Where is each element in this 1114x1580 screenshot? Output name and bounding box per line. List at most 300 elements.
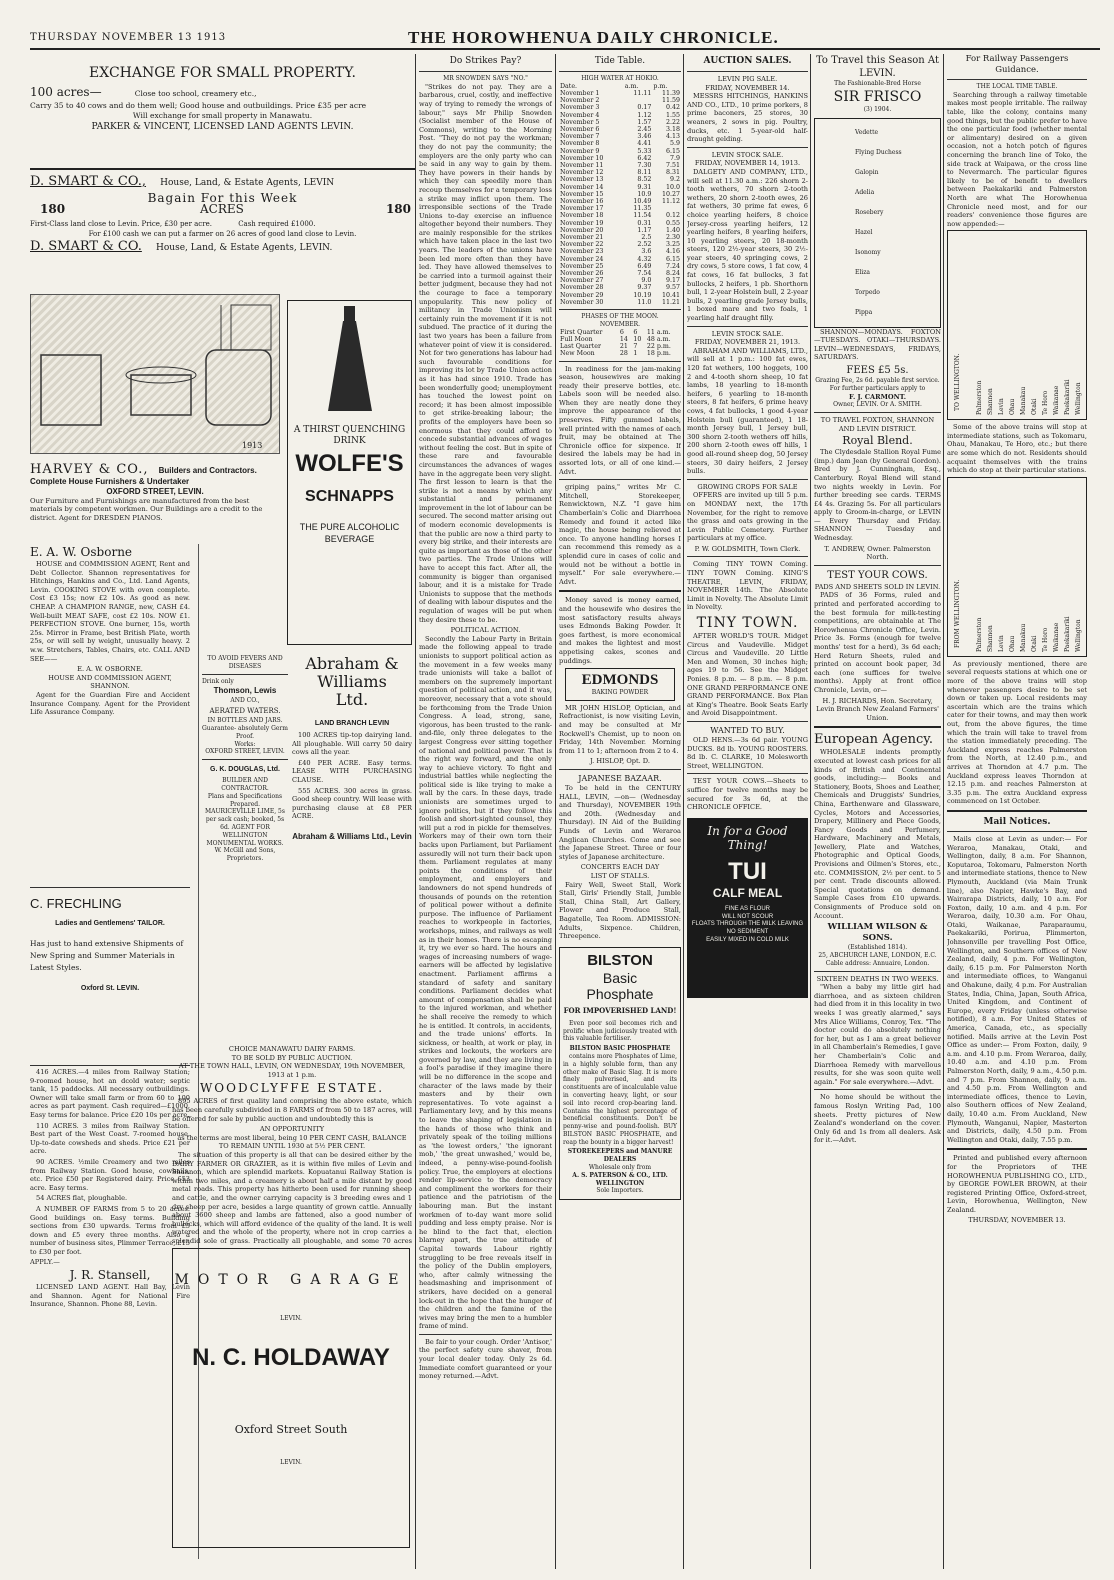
station-name: Te Horo — [1042, 627, 1049, 652]
pedigree-name: Flying Duchess — [855, 148, 902, 156]
bilston-ad — [559, 947, 681, 1201]
moon-cell: New Moon — [560, 350, 595, 358]
tide-cell: 7.9 — [669, 154, 680, 162]
crops-text: OFFERS are invited up till 5 p.m. on MONDAY next, the 17th November, for the right to remove the grass and oats growing in the Levin Public Cemetery. Further particulars at my office. — [687, 491, 808, 543]
imprint-date: THURSDAY, NOVEMBER 13. — [968, 1216, 1066, 1225]
pedigree-table — [814, 118, 941, 328]
station-name: Levin — [998, 635, 1005, 652]
tide-cell: 0.17 — [637, 104, 652, 112]
tide-cell: November 29 — [560, 291, 604, 299]
tui-headline: In for a Good Thing! — [707, 823, 788, 852]
choice-sub: TO BE SOLD BY PUBLIC AUCTION. — [231, 1053, 353, 1062]
tui-floats: FLOATS THROUGH THE MILK LEAVING NO SEDIMENT — [691, 921, 804, 936]
tide-cell: November 8 — [560, 140, 600, 148]
thomson-ad — [202, 655, 288, 1040]
strikes-footer: Be fair to your cough. Order 'Antisor,' the perfect safety cure shaver, from your local dealer today. Only 2s 6d. Immediate comfort guaranteed or your money returned.—Advt. — [419, 1337, 552, 1381]
tui-product: CALF MEAL — [712, 885, 783, 900]
tide-table — [559, 83, 681, 306]
tide-row — [559, 90, 681, 97]
tide-cell: November 12 — [560, 169, 604, 177]
moon-cell: 10 — [633, 335, 642, 343]
tide-cell: 3.18 — [665, 126, 680, 134]
schnapps-word: SCHNAPPS — [305, 488, 394, 505]
tide-cell: November 19 — [560, 219, 604, 227]
smart-bargain: Bagain For this Week — [147, 191, 298, 205]
tinytown-text: AFTER WORLD'S TOUR. Midget Circus and Vaudeville. Midget Circus and Vaudeville. 20 Little Men and Women, 30 inches high; ages 19 to 56. See the Midget Ponies. 8 p.m. — 8 p.m. — 8 p.m. ONE GRAND PERFORMANCE ONE GRAND PERFORMANCE. Box Plan at King's Theatre. Book Seats Early and Avoid Disappointment. — [687, 632, 808, 718]
bazaar-concerts: CONCERTS EACH DAY — [580, 863, 660, 872]
tide-cell: 1.17 — [637, 226, 652, 234]
pedigree-name: Galopin — [855, 168, 879, 176]
harvey-tag: Builders and Contractors. — [158, 466, 257, 475]
harvey-line3: Our Furniture and Furnishings are manufactured from the best materials by competent workmen. Our Buildings are a credit to the district. Agent for DRESDEN PIANOS. — [30, 496, 263, 522]
tide-header-pm: p.m. — [653, 82, 668, 90]
moon-row — [559, 329, 681, 336]
tide-cell — [652, 205, 681, 212]
test-title: TEST YOUR COWS. — [827, 569, 928, 581]
strikes-sub: MR SNOWDEN SAYS "NO." — [443, 75, 528, 82]
osborne-sig: E. A. W. OSBORNE. — [77, 665, 143, 674]
thomson-drink: Drink only — [202, 677, 234, 685]
tide-sub: HIGH WATER AT HOKIO. — [581, 75, 659, 82]
sixteen-title: SIXTEEN DEATHS IN TWO WEEKS. — [816, 974, 939, 983]
tide-cell: 9.17 — [665, 277, 680, 285]
chamberlain-text: griping pains," writes Mr C. Mitchell, Storekeeper, Renwicktown, N.Z. "I gave him Chamberlain's Colic and Diarrhoea Remedy and found it acted like magic, the house being relieved at once. To anyone handling horses I can recommend this remedy as a splendid cure in cases of colic and would not be without a bottle in myself." For sale everywhere.—Advt. — [559, 483, 681, 586]
tide-row — [559, 140, 681, 147]
osborne-ad — [30, 544, 190, 719]
abraham-footer: Abraham & Williams Ltd., Levin — [292, 831, 412, 841]
stansell-90: 90 ACRES. ½mile Creamery and two miles from Railway Station. Good house, cowbails, etc. Price £50 per Registered dairy. Price £53 acre. Easy terms. — [30, 1157, 190, 1192]
douglas-lime: MAURICEVILLE LIME, 5s per sack cash; booked, 5s 6d. AGENT FOR — [205, 808, 285, 831]
motor-levin2: LEVIN. — [280, 1458, 302, 1466]
mail-title: Mail Notices. — [983, 816, 1051, 827]
railway-sub: THE LOCAL TIME TABLE. — [976, 83, 1058, 90]
douglas-plans: Plans and Specifications Prepared. — [207, 792, 283, 808]
bilston-dealers: STOREKEEPERS and MANURE DEALERS — [567, 1148, 673, 1164]
moon-cell: 22 p.m. — [646, 343, 671, 351]
tide-row — [559, 112, 681, 119]
choice-title: CHOICE MANAWATU DAIRY FARMS. — [228, 1045, 356, 1053]
tide-cell: November 17 — [560, 205, 604, 213]
carmont: F. J. CARMONT. — [848, 392, 907, 401]
tide-row — [559, 176, 681, 183]
tide-cell: 0.55 — [665, 219, 680, 227]
wilson-cable: Cable address: Annuaire, London. — [825, 959, 930, 967]
column-rule — [943, 54, 944, 1569]
station-name: Levin — [998, 398, 1005, 416]
exchange-line1: Close too school, creamery etc., — [134, 89, 257, 98]
timetable-from-wellington — [947, 477, 1087, 657]
bilston-brand: BILSTON — [587, 951, 653, 969]
wilson-addr: 25, ABCHURCH LANE, LONDON, E.C. — [818, 952, 937, 960]
moon-cell: 28 — [619, 350, 628, 358]
issue-date: THURSDAY NOVEMBER 13 1913 — [30, 32, 227, 43]
tide-cell: 10.27 — [661, 190, 680, 198]
tide-cell: 11.59 — [661, 97, 680, 105]
tide-cell: November 11 — [560, 162, 604, 170]
station-name: Waikanae — [1053, 622, 1060, 652]
station-name: Otaki — [1031, 635, 1038, 652]
moon-row — [559, 343, 681, 350]
moon-table — [559, 329, 681, 358]
tide-row — [559, 299, 681, 306]
tide-cell: 9.37 — [637, 284, 652, 292]
stansell-name: J. R. Stansell, — [69, 1268, 151, 1283]
tide-cell: 11.21 — [661, 298, 680, 306]
tide-cell: November 5 — [560, 118, 600, 126]
tide-cell: 6.49 — [637, 262, 652, 270]
japanese-title: JAPANESE BAZAAR. — [578, 774, 662, 784]
exchange-acres: 100 acres— — [30, 85, 102, 99]
wilson-est: (Established 1814). — [847, 944, 908, 952]
moon-cell: 48 a.m. — [646, 335, 671, 343]
abraham-40: £40 PER ACRE. Easy terms. LEASE WITH PURCHASING CLAUSE. — [292, 758, 412, 784]
stansell-foot: LICENSED LAND AGENT. Hall Bay, Levin and Shannon. Agent for National Fire Insurance, Shannon. Phone 88, Levin. — [30, 1283, 190, 1309]
frechling-text: Has just to hand extensive Shipments of New Spring and Summer Materials in Latest Styles. — [30, 939, 184, 972]
tide-cell: 3.46 — [637, 133, 652, 141]
moon-month: NOVEMBER. — [599, 320, 641, 328]
bilston-text1: Even poor soil becomes rich and prolific when judiciously treated with this valuable fertiliser. — [563, 1019, 677, 1043]
tide-cell: 10.19 — [633, 291, 652, 299]
stansell-ad — [30, 1068, 190, 1311]
furniture-illustration — [30, 294, 280, 454]
test-sub: PADS AND SHEETS SOLD IN LEVIN. — [814, 582, 941, 591]
tide-title: Tide Table. — [594, 56, 646, 66]
column-rule — [810, 54, 811, 1569]
woodclyffe-body: The situation of this property is all that can be desired either by the DAIRY FARMER OR GRAZIER, as it is within five miles of Levin and Shannon, which are splendid markets. Kopuatanui Railway Station is within two miles, and a creamery is about half a mile distant by good metal roads. This property has hitherto been used for running sheep and cattle, and the owner carrying capacity is 3 breeding ewes and 1 dry sheep per acre, besides a large quantity of grown cattle. Annually about 3600 sheep and lambs are fattened, also a good number of bullocks, which will afford evidence of the quality of the land. It is well watered and the whole of the property, where not in crop carries a splendid sole of grass. Practically all ploughable, and some 70 acres — [172, 1150, 412, 1245]
tide-cell: 2.52 — [637, 241, 652, 249]
pig-date: FRIDAY, NOVEMBER 14. — [705, 83, 790, 92]
choice-when: AT THE TOWN HALL, LEVIN, ON WEDNESDAY, 19th NOVEMBER, 1913 at 1 p.m. — [178, 1062, 406, 1079]
station-name: Wellington — [1075, 382, 1082, 416]
tide-row — [559, 256, 681, 263]
tide-cell: 11.11 — [633, 90, 652, 97]
horse-owner: Owner, LEVIN. Or A. SMITH. — [833, 401, 922, 409]
bilston-basic: Basic — [602, 969, 638, 986]
tide-cell: 0.12 — [665, 212, 680, 220]
tide-cell: November 18 — [560, 212, 604, 220]
woodclyffe-title: WOODCLYFFE ESTATE. — [199, 1081, 385, 1096]
auction-column — [687, 54, 808, 1569]
edmonds-logo-name: EDMONDS — [581, 672, 659, 689]
smart-name: D. SMART & CO., — [30, 174, 147, 189]
royal-sig: T. ANDREW, Owner. Palmerston North. — [824, 544, 931, 562]
abraham-100: 100 ACRES tip-top dairying land. All ploughable. Will carry 50 dairy cows all the year. — [292, 731, 412, 757]
edmonds-text: Money saved is money earned, and the housewife who desires the most satisfactory results always uses Edmonds Baking Powder. It goes farthest, is more economical and makes the lightest and most appetising cakes, scones and puddings. — [559, 596, 681, 665]
osborne-text2: Agent for the Guardian Fire and Accident Insurance Company. Agent for the Provident Life Assurance Company. — [30, 690, 190, 717]
schnapps-line1: A THIRST QUENCHING DRINK — [293, 425, 406, 446]
moon-cell: 7 — [633, 343, 638, 351]
motor-garage-ad — [172, 1248, 410, 1548]
tide-column — [559, 54, 681, 1569]
smart-acres-word: ACRES — [200, 202, 244, 216]
osborne-text: HOUSE and COMMISSION AGENT, Rent and Debt Collector. Shannon representatives for Hitchings, Hankins and Co., Ltd. Land Agents, Levin. COOKING STOVE with oven complete. Cost £3 15s; now £2 10s. As good as new. CHEAP. A CHAMPION RANGE, new, CASH £4. Well-built MEAT SAFE, cost £2 10s. NOW £1. PERFECTION STOVE. One burner, 15s, worth 25s. Mirror in Frame, best British Plate, worth 25s, or will sell by weight, unusually heavy. 2 w.w. Stretchers, Tables, Chairs, etc. CALL AND SEE—— — [30, 560, 190, 663]
pedigree-name: Hazel — [855, 228, 873, 236]
tide-cell: November 21 — [560, 234, 604, 242]
tide-cell: November 16 — [560, 198, 604, 206]
tui-fine: FINE AS FLOUR — [724, 905, 770, 912]
column-rule — [555, 54, 556, 1569]
moon-cell: 11 a.m. — [646, 328, 671, 336]
smart-acres-left: 180 — [40, 202, 66, 216]
stansell-farms: A NUMBER OF FARMS from 5 to 20 acres. Good buildings on. Easy terms. Building sections from £30 upwards. Terms from £5 down and £5 every three months. Also a number of business sites, Plimmer Terrace, £15 to £30 per foot. — [30, 1204, 190, 1256]
tide-row — [559, 248, 681, 255]
tide-cell: 2.30 — [665, 234, 680, 242]
tide-row — [559, 205, 681, 212]
abraham-ad — [292, 655, 412, 1040]
motor-addr: Oxford Street South — [234, 1422, 348, 1436]
tide-cell: 7.51 — [665, 162, 680, 170]
osborne-name: E. A. W. Osborne — [30, 545, 133, 559]
frechling-addr: Oxford St. LEVIN. — [80, 985, 140, 992]
tide-row — [559, 241, 681, 248]
horse-fees-more: For further particulars apply to — [829, 384, 926, 392]
pedigree-name: Vedette — [855, 128, 879, 136]
harvey-name: HARVEY & CO., — [30, 462, 149, 477]
horse-column — [814, 54, 941, 1569]
tide-cell: November 7 — [560, 133, 600, 141]
stock-title: LEVIN STOCK SALE. — [711, 150, 784, 159]
tide-cell: 11.35 — [633, 205, 652, 213]
tide-cell: 10.0 — [665, 183, 680, 191]
tide-cell: 3.6 — [641, 248, 652, 256]
harvey-line1: Complete House Furnishers & Undertaker — [30, 476, 190, 486]
tide-cell: 0.42 — [665, 104, 680, 112]
frechling-tag: Ladies and Gentlemens' TAILOR. — [55, 920, 165, 927]
stock-date2: FRIDAY, NOVEMBER 21, 1913. — [694, 338, 801, 347]
royal-title: Royal Blend. — [842, 434, 913, 448]
horse-fees: FEES £5 5s. — [846, 364, 909, 376]
pig-text: MESSRS HITCHINGS, HANKINS AND CO., LTD., 10 prime porkers, 8 prime baconers, 25 stores, 30 weaners, 2 sows in pig. Poultry, ducks, etc. 1 5-year-old half-draught gelding. — [687, 92, 808, 144]
tide-cell: 5.9 — [669, 140, 680, 148]
tide-cell: 10.9 — [637, 190, 652, 198]
horse-year: (3) 1904. — [863, 105, 892, 113]
euro-text: WHOLESALE indents promptly executed at lowest cash prices for all kinds of British and Continental goods, including:— Books and Stationery, Boots, Shoes and Leather, Chemicals and Druggists' Sundries, China, Earthenware and Glassware, Cycles, Motors and Accessories, Drapery, Millinery and Piece Goods, Fancy Goods and Perfumery, Hardware, Machinery and Metals, Jewellery, Plate and Watches, Photographic and Optical Goods, Provisions and Oilmen's Stores, etc., etc. COMMISSION, 2½ per cent. to 5 per cent. Trade discounts allowed. Special quotations on demand. Sample Cases from £10 upwards. Consignments of Produce sold on Account. — [814, 748, 941, 920]
exchange-ad — [30, 64, 415, 164]
abraham-555: 555 ACRES. 300 acres in grass. Good sheep country. Will lease with purchasing clause at £8 PER ACRE. — [292, 786, 412, 821]
tide-row — [559, 162, 681, 169]
stansell-416: 416 ACRES.—4 miles from Railway Station; 9-roomed house, hot an dcold water; septic tank, 15 paddocks. All necessary outbuildings. Owner will take small farm or from 60 to 100 acres as part payment. Cash required—£1000. Easy terms for balance. Price £20 10s per acre. — [30, 1068, 190, 1119]
tide-cell: 7.54 — [637, 270, 652, 278]
tide-cell: November 1 — [560, 90, 600, 97]
station-name: Waikanae — [1053, 385, 1060, 416]
tide-cell: 4.16 — [665, 248, 680, 256]
abraham-name3: Ltd. — [335, 690, 369, 709]
tide-cell — [624, 97, 653, 104]
tide-cell: 6.15 — [665, 147, 680, 155]
bilston-name: BILSTON BASIC PHOSPHATE — [569, 1045, 671, 1053]
bottle-icon — [288, 301, 411, 421]
tide-cell: 7.30 — [637, 162, 652, 170]
tide-cell: November 13 — [560, 176, 604, 184]
tide-row — [559, 133, 681, 140]
railway-intro: Searching through a railway timetable makes most people irritable. The railway table, like the colony, contains many good things, but the public prefer to have the one particular food (whether mental or alimentary) desired on a given occasion, not a hotch potch of figures concerning the branch line of Toko, the side track at Waipawa, or the cross line to Nevermarch. The particular figures likely to be of benefit to dwellers between Paekakariki and Palmerston North are what The Horowhenua Chronicle need most, and for our readers' convenience those figures are now appended:— — [947, 90, 1087, 228]
douglas-monumental: WELLINGTON MONUMENTAL WORKS. — [206, 831, 284, 847]
thomson-bottles: IN BOTTLES AND JARS. — [207, 717, 283, 725]
pedigree-name: Adelia — [855, 188, 875, 196]
tide-cell: November 10 — [560, 154, 604, 162]
tide-row — [559, 184, 681, 191]
tide-cell: 4.13 — [665, 133, 680, 141]
tide-cell: 1.57 — [637, 118, 652, 126]
moon-title: PHASES OF THE MOON. — [581, 313, 659, 321]
tide-row — [559, 97, 681, 104]
moon-cell: 14 — [619, 335, 628, 343]
tide-cell: 0.31 — [637, 219, 652, 227]
column-rule — [415, 54, 416, 1569]
bilston-text2: contains more Phosphates of Lime, in a highly soluble form, than any other make of Basic Slag. It is more finely pulverised, and its constituents are of incalculable value in converting heavy, light, or sour soil into record crop-bearing land. Contains the highest percentage of beneficial constituents. Don't be penny-wise and pound-foolish. BUY BILSTON BASIC PHOSPHATE, and reap the bounty in a bigger harvest! — [563, 1052, 677, 1146]
station-name: Te Horo — [1042, 390, 1049, 416]
opportunity-text: as the terms are most liberal, being 10 PER CENT CASH, BALANCE TO REMAIN UNTIL 1930 at 5½ PER CENT. — [177, 1133, 407, 1151]
motor-levin: LEVIN. — [280, 1315, 302, 1322]
tide-row — [559, 104, 681, 111]
tide-cell: 4.32 — [637, 255, 652, 263]
schnapps-tagline: THE PURE ALCOHOLIC BEVERAGE — [299, 522, 400, 544]
tide-cell: November 14 — [560, 183, 604, 191]
wanted-text: OLD HENS.—3s 6d pair. YOUNG DUCKS. 8d lb. YOUNG ROOSTERS. 8d lb. C. CLARKE, 10 Molesworth Street, WELLINGTON. — [687, 735, 808, 770]
tide-cell: 8.11 — [637, 169, 652, 177]
stalls-text: Fairy Well, Sweet Stall, Work Stall, Girls' Friendly Stall, Jumble Stall, China Stall, Art Gallery, Flower and Produce Stall, Bagatelle, Tea Room. ADMISSION: Adults, Sixpence. Children, Threepence. — [559, 880, 681, 941]
moon-cell: 6 — [619, 328, 624, 336]
newspaper-title: THE HOROWHENUA DAILY CHRONICLE. — [408, 28, 779, 47]
travel-sub: The Fashionable-Bred Horse — [834, 80, 921, 87]
bilston-importer: A. S. PATERSON & CO., LTD. WELLINGTON — [572, 1171, 668, 1187]
moon-cell: 6 — [633, 328, 638, 336]
smart-line2: For £100 cash we can put a farmer on 26 acres of good land close to Levin. — [88, 230, 357, 238]
tide-cell: 1.55 — [665, 111, 680, 119]
tide-cell: 9.2 — [669, 176, 680, 184]
stock-title2: LEVIN STOCK SALE. — [711, 329, 784, 338]
crops-title: GROWING CROPS FOR SALE — [697, 482, 798, 491]
masthead — [30, 28, 1100, 50]
smart-cash: Cash required £1000. — [238, 220, 316, 228]
exchange-title: EXCHANGE FOR SMALL PROPERTY. — [89, 65, 356, 81]
stansell-apply: APPLY.— — [30, 1258, 60, 1267]
smart-tag: House, Land, & Estate Agents, LEVIN — [160, 178, 335, 188]
thomson-co: AND CO., — [230, 697, 260, 705]
tide-cell: 1.40 — [665, 226, 680, 234]
edmonds-logo — [565, 668, 675, 701]
tide-header-date: Date. — [560, 82, 578, 90]
strikes-title: Do Strikes Pay? — [449, 56, 522, 66]
station-name: Shannon — [987, 625, 994, 652]
railway-note2: As previously mentioned, there are several requests stations at which one or more of the above trains will stop whenever passengers desire to be set down or taken up. Local residents may ascertain which are the trains which cater for their towns, and may then work out, from the above figures, the time which the train will take to travel from the station immediately preceding. The Auckland express reaches Palmerston from the North, at 12.40 p.m., and arrives at Thorndon at 4.7 p.m. The Auckland express leaves Thorndon at 12.15 p.m. and reaches Palmerston at 3.35 p.m. The extra Auckland express commenced on 1st October. — [947, 659, 1087, 806]
tide-cell: 11.12 — [661, 198, 680, 206]
thomson-guarantee: Guarantee- absolutely Germ Proof. — [202, 724, 288, 740]
woodclyffe-text: 895 ACRES of first quality land comprising the above estate, which has been carefully subdivided in 8 FARMS of from 50 to 187 acres, will be offered for sale by public auction and undoubtedly this is — [172, 1097, 412, 1123]
station-name: Manakau — [1020, 387, 1027, 416]
abraham-name1: Abraham & — [305, 655, 399, 673]
stock-text: DALGETY AND COMPANY, LTD., will sell at 11.30 a.m.: 226 shorn 2-tooth wethers, 70 shorn 2-tooth wethers, 20 shorn 2-tooth ewes, 26 fat wethers, 30 prime fat ewes, 6 choice yearling heifers, 8 choice Jersey-cross yearling heifers, 12 yearling heifers, 8 yearling heifers, 10 yearling steers, 20 18-month steers, 120 2½-year steers, 30 2½-year steers, 40 springing cows, 2 dry cows, 5 store cows, 1 fat cow, 4 fat cows, 16 fat bullocks, 3 fat bullocks, 2 heifers, 1 pb. Shorthorn bull, 1 2-year Holstein bull, 2 2-year bulls, 2 yearling grade Jersey bulls, 1 boxed mare and two foals, 1 yearling half draught filly. — [687, 167, 808, 323]
tide-cell: 2.45 — [637, 126, 652, 134]
exchange-line3: Will exchange for small property in Manawatu. — [132, 111, 313, 120]
tide-cell: 6.15 — [665, 255, 680, 263]
moon-cell: 1 — [633, 350, 638, 358]
travel-title: To Travel this Season At LEVIN. — [816, 55, 939, 79]
tide-row — [559, 191, 681, 198]
tide-row — [559, 292, 681, 299]
thomson-top: TO AVOID FEVERS AND DISEASES — [207, 655, 283, 670]
wilson-name: WILLIAM WILSON & SONS. — [827, 922, 928, 944]
smart-line1: First-Class land close to Levin. Price, £30 per acre. — [30, 220, 212, 228]
tide-cell: November 26 — [560, 270, 604, 278]
tui-ad — [687, 818, 808, 998]
moon-cell: Full Moon — [560, 335, 593, 343]
stansell-110: 110 ACRES. 3 miles from Railway Station. Best part of the West Coast. 7-roomed house. Up-to-date cowsheds and sheds. Price £21 per acre. — [30, 1121, 190, 1156]
railway-note: Some of the above trains will stop at intermediate stations, such as Tokomaru, Ohau, Manakau, Te Horo, etc.; but there are some which do not. Residents should acquaint themselves with the trains which do stop at their particular stations. — [947, 423, 1087, 475]
tide-cell: 8.24 — [665, 270, 680, 278]
douglas-props: W. McGill and Sons, Proprietors. — [214, 847, 276, 863]
tide-cell: 11.54 — [633, 212, 652, 220]
thomson-works: Works: — [234, 740, 256, 748]
tide-cell: November 28 — [560, 284, 604, 292]
douglas-name: G. K. DOUGLAS, Ltd. — [210, 766, 280, 774]
tide-row — [559, 277, 681, 284]
moon-cell: Last Quarter — [560, 343, 601, 351]
hislop-text: MR JOHN HISLOP, Optician, and Refractionist, is now visiting Levin, and may be consulted at Mr Rockwell's Chemist, up to noon on Friday, 14th November. Morning from 11 to 1; afternoon from 2 to 4. — [559, 703, 681, 755]
tide-cell: 2.22 — [665, 118, 680, 126]
moon-cell: 18 p.m. — [646, 350, 671, 358]
harvey-line2: OXFORD STREET, LEVIN. — [106, 486, 204, 496]
douglas-builder: BUILDER AND — [222, 777, 268, 785]
strikes-body: "Strikes do not pay. They are a barbarous, cruel, costly, and ineffective way of trying to remedy the wrongs of labour," says Mr Philip Snowden (Socialist member of the House of Commons), writing to the Morning Post. "They do not pay the workman; they do not pay the community; the employers are the only party who can be said in any way to gain by them. They have powers in their hands by which they can speedily more than recoup themselves for a temporary loss a strike may inflict upon them. The irresponsible sections of the Trade Unions to-day exercise an influence altogether beyond their numbers. They are mainly responsible for the strikes which have taken place in the last two years. The leaders of the unions have been led more often than they have led. They have allowed themselves to be carried into a turmoil against their better judgment, because they had not the courage to face a temporary unpopularity. This new policy of militancy in Trade Unionism will certainly ruin the movement if it is not subdued. The practice of it during the last two years has been a failure from whatever point of view it is considered. Not for two generations has labour had such favourable conditions for improving its lot by Trade Union action as it has had since 1910. Trade has been wonderfully good; unemployment has touched the lowest point on record; it has been almost impossible to get strike-breaking labour; the profits of the employers have been so enormous that they could afford to concede substantial advances of wages without feeling the cost. But in spite of these rare and favourable circumstances the advances of wages have in the aggregate been very slight. The first lesson to learn is that the strike is not a means by which any substantial and permanent improvement in the lot of labour can be secured. The second matter arising out of modern economic developments is that the public are now a third party to every big strike, and their interests are quite as important as those of the other two parties. The Trade Unions will have to accept this fact. After all, the community is bigger than organised labour, and it is a mistake for Trade Unionists to suppose that the methods of dealing with labour disputes and the regulation of wages will be put when they desire these to be. — [419, 82, 552, 624]
tide-header-am: a.m. — [624, 82, 639, 90]
stock-text2: ABRAHAM AND WILLIAMS, LTD., will sell at 1 p.m.: 100 fat ewes, 120 fat wethers, 100 hoggets, 100 2 and 4-tooth shorn sheep, 10 fat lambs, 18 yearling to 18-month heifers, 6 yearling to 18-month steers, 8 fat heifers, 6 prime heavy cows, 4 fat bullocks, 1 good 4-year Holstein bull (guaranteed), 1 18-month Jersey bull, 1 Jersey bull, 300 shorn 2-tooth wethers off hills, 200 shorn 2-tooth ewes off hills, 1 good all-round sheep dog, 50 Jersey steers, 30 dairy heifers, 2 Jersey bulls. — [687, 346, 808, 476]
station-name: Palmerston — [976, 380, 983, 416]
opportunity: AN OPPORTUNITY — [259, 1125, 325, 1134]
tide-row — [559, 126, 681, 133]
home-text: No home should be without the famous Roslyn Writing Pad, 100 sheets. Pretty pictures of New Zealand's wonderland on the cover. Only 6d and 1s from all dealers. Ask for it.—Advt. — [814, 1093, 941, 1145]
pedigree-name: Rosebery — [855, 208, 884, 216]
moon-row — [559, 336, 681, 343]
tide-cell: November 4 — [560, 111, 600, 119]
tide-cell: 7.24 — [665, 262, 680, 270]
tide-cell: November 9 — [560, 147, 600, 155]
stalls-title: LIST OF STALLS. — [590, 871, 650, 880]
from-wellington-label: FROM WELLINGTON. — [954, 579, 961, 648]
tide-cell: November 30 — [560, 298, 604, 306]
strikes-article — [419, 54, 552, 1569]
harvey-ad: 1913 — [30, 294, 280, 464]
tide-cell: November 25 — [560, 262, 604, 270]
abraham-branch: LAND BRANCH LEVIN — [314, 720, 390, 727]
tide-cell: 10.41 — [661, 291, 680, 299]
railway-title: For Railway Passengers Guidance. — [965, 54, 1069, 75]
tide-row — [559, 155, 681, 162]
douglas-contractor: CONTRACTOR. — [221, 784, 269, 792]
tide-cell: 10.49 — [633, 198, 652, 206]
edmonds-logo-sub: BAKING POWDER — [591, 689, 649, 697]
tide-row — [559, 198, 681, 205]
tide-cell: 1.12 — [637, 111, 652, 119]
crops-sig: P. W. GOLDSMITH, Town Clerk. — [694, 544, 801, 553]
tide-cell: 9.31 — [637, 183, 652, 191]
station-name: Paekakariki — [1064, 379, 1071, 416]
tide-row — [559, 227, 681, 234]
pedigree-name: Eliza — [855, 268, 870, 276]
tide-cell: 9.57 — [665, 284, 680, 292]
exchange-agent: PARKER & VINCENT, LICENSED LAND AGENTS LEVIN. — [91, 122, 354, 132]
holdaway: N. C. HOLDAWAY — [192, 1343, 390, 1371]
tide-row — [559, 270, 681, 277]
tide-row — [559, 148, 681, 155]
auction-title: AUCTION SALES. — [703, 56, 792, 66]
smart-ad — [30, 174, 415, 292]
strikes-body2: Secondly the Labour Party in Britain made the following appeal to trade unionists to support political action as the movement in a few weeks many trade unionists will take a ballot of members on the supremely important question of political action, and it was, moreover, necessary that a vote should be forthcoming from the Trade Union Congress. A lead, strong, sane, vigorous, has been trusted to the rank-and-file, only three delegates to the largest Congress ever sitting together of national and political power. That is the right way forward, and the only way to achieve victory. To fight and industrial battles while neglecting the political side is like trying to make a wall by the cars. In these days, trade unionists are sometimes urged to ignore politics, but if they follow this foolish and short-sighted counsel, they will put a rod in pickle for themselves. Workers may of their own torn their backs upon Parliament, but Parliament assuredly will not turn their back upon them. Parliament regulates at many points the conditions of their employment, and employers and landowners do not spend hundreds of thousands of pounds on the retention of political power without a definite purpose. The influence of Parliament reaches to workpeople in factories, workshops, mines, and railways as well as in their homes. There is no escaping it, try we ever so hard. The hours and wages of increasing numbers of wage-earners will be affected by legislative enactment. Parliament affirms a standard of safety and sanitary conditions. Parliament decides what amount of compensation shall be paid to the injured workman, and whether he shall receive the remedy to which he is entitled. It controls, in accidents, and the trade unions' efforts. In sickness, or health, at work or play, in strikes and lockouts, the workers are governed by law, and they are living in a fool's paradise if they imagine there will be no difference in the scope and character of the laws made by their masters and by their own representatives. To vote against a Parliamentary levy, and by this means to leave the shaping of legislation in the hands of those who think and privately speak of the toiling millions as 'the lowest orders,' 'the ignorant mob,' 'the great unwashed,' would be, indeed, a penny-wise-pound-foolish policy. True, the employers at elections render lip-service to the democracy and compliment the workers for their patience and the patriotism of the labouring man. But the instant workmen of to-day want more solid pudding and less empty praise. Nor is he blind to the fact that, election blarney apart, the true attitude of Capital towards Labour rightly struggling to be free reveals itself in the policy of the Dublin employers, who, after calmly witnessing the headsmashing and imprisonment of strikers, have decided on a general lock-out in the hope that the hunger of the children and the famine of the wives may bring the men to a humbler frame of mind. — [419, 634, 552, 1331]
bilston-tagline: FOR IMPOVERISHED LAND! — [563, 1005, 677, 1015]
frechling-ad — [30, 896, 190, 994]
tide-cell: 11.0 — [637, 298, 652, 306]
moon-cell: 21 — [619, 343, 628, 351]
